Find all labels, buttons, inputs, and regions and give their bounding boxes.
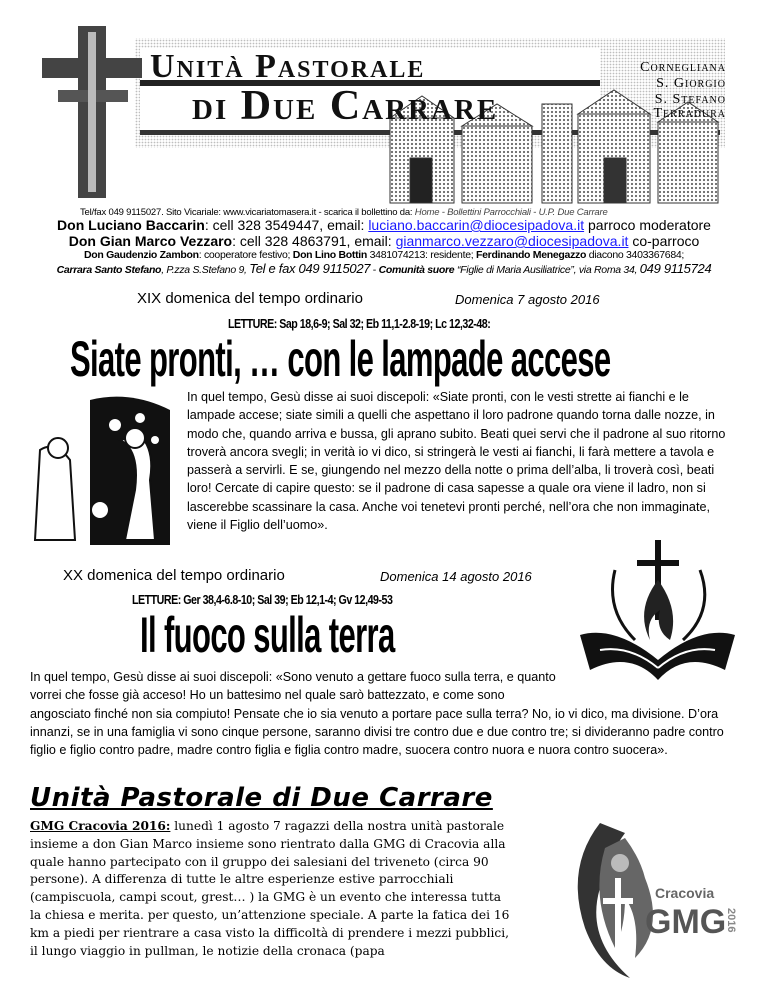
article-lead: GMG Cracovia 2016:	[30, 819, 171, 833]
contact-prefix: Tel/fax 049 9115027. Sito Vicariale: www.vicariatomasera.it - scarica il bollettino da:	[80, 207, 415, 218]
clergy-name: Don Gaudenzio Zambon	[83, 249, 199, 261]
priest-role: parroco moderatore	[584, 217, 711, 233]
gmg-logo-city: Cracovia	[655, 885, 715, 901]
priest-email-link[interactable]: gianmarco.vezzaro@diocesipadova.it	[395, 233, 629, 249]
gmg-logo-name: GMG	[645, 903, 727, 941]
sunday-name: XIX domenica del tempo ordinario	[137, 290, 363, 307]
clergy-name: Don Lino Bottin	[292, 249, 368, 261]
header-title-line2: di Due Carrare	[192, 83, 499, 129]
parish-address: , P.zza S.Stefano 9,	[161, 264, 250, 276]
headline: Il fuoco sulla terra	[140, 607, 395, 663]
clergy-line	[0, 249, 768, 261]
clergy-role: diacono 3403367684;	[586, 249, 685, 261]
priest-contact	[0, 233, 768, 249]
gospel-text: In quel tempo, Gesù disse ai suoi discepoli: «Siate pronti, con le vesti strette ai fianchi e le lampade accese; siate simili a quelli che aspettano il loro padrone quando torna dalle nozze, in modo che, quando arriva e bussa, gli aprano subito. Beati quei servi che il padrone al suo ritorno troverà ancora svegli; in verità io vi dico, si stringerà le vesti ai fianchi, li farà mettere a tavola e passerà a servirli. E se, giungendo nel mezzo della notte o prima dell’alba, li troverà così, beati loro! Cercate di capire questo: se il padrone di casa sapesse a quale ora viene il ladro, non si lascerebbe scassinare la casa. Anche voi tenetevi pronti perché, nell’ora che non immaginate, viene il Figlio dell’uomo».	[187, 390, 726, 533]
priest-phone: : cell 328 4863791, email:	[232, 233, 396, 249]
gmg-logo-year: 2016	[725, 908, 737, 933]
cross-icon	[42, 26, 142, 198]
headline: Siate pronti, … con le lampade accese	[70, 331, 611, 387]
priest-name: Don Gian Marco Vezzaro	[68, 233, 233, 249]
sunday-name: XX domenica del tempo ordinario	[63, 567, 285, 584]
priest-contact	[0, 217, 768, 233]
separator: -	[370, 264, 379, 276]
readings-line: LETTURE: Sap 18,6-9; Sal 32; Eb 11,1-2.8-19; Lc 12,32-48:	[228, 316, 491, 331]
parish-name: Terradura	[653, 106, 726, 121]
clergy-name: Ferdinando Menegazzo	[476, 249, 587, 261]
parish-address-name: Carrara Santo Stefano	[56, 264, 162, 276]
priest-phone: : cell 328 3549447, email:	[204, 217, 369, 233]
gospel-text: In quel tempo, Gesù disse ai suoi discepoli: «Sono venuto a gettare fuoco sulla terra, e quanto vorrei che fosse già acceso! Ho un battesimo nel quale sarò battezzato, e come sono angosciato finché non sia compiuto! Pensate che io sia venuto a portare pace sulla terra? No, io vi dico, ma divisione. D’ora innanzi, se in una famiglia vi sono cinque persone, saranno divisi tre contro due e due contro tre; si divideranno padre contro figlio e figlio contro padre, madre contro figlia e figlia contro madre, suocera contro nuora e nuora contro suocera».	[30, 670, 724, 758]
section-title: Unità Pastorale di Due Carrare	[30, 783, 493, 813]
sunday-date: Domenica 7 agosto 2016	[455, 292, 600, 307]
clergy-role: 3481074213: residente;	[367, 249, 476, 261]
sisters-phone: 049 9115724	[639, 261, 712, 276]
sisters-address: “Figlie di Maria Ausiliatrice”, via Roma 34,	[454, 264, 640, 276]
gospel-text-block	[30, 668, 742, 759]
parish-name: Cornegliana	[640, 60, 726, 75]
parish-name: S. Stefano	[654, 92, 726, 107]
readings-line: LETTURE: Ger 38,4-6.8-10; Sal 39; Eb 12,1-4; Gv 12,49-53	[132, 592, 393, 607]
bulletin-path: Home - Bollettini Parrocchiali - U.P. Due Carrare	[414, 207, 608, 218]
news-article	[30, 818, 512, 960]
sunday-date: Domenica 14 agosto 2016	[380, 569, 532, 584]
sisters-community: Comunità suore	[378, 264, 455, 276]
header-title-line1: Unità Pastorale	[150, 48, 426, 85]
clergy-role: : cooperatore festivo;	[198, 249, 293, 261]
gmg-logo-icon	[545, 808, 745, 988]
address-line	[0, 261, 768, 276]
priest-name: Don Luciano Baccarin	[57, 217, 205, 233]
parish-phone: Tel e fax 049 9115027	[249, 261, 371, 276]
priest-email-link[interactable]: luciano.baccarin@diocesipadova.it	[368, 217, 585, 233]
parish-name: S. Giorgio	[656, 76, 726, 91]
article-body: lunedì 1 agosto 7 ragazzi della nostra unità pastorale insieme a don Gian Marco insieme sono rientrato dalla GMG di Cracovia alla quale hanno partecipato con il gruppo dei salesiani del triveneto (circa 90 persone). A differenza di tutte le altre esperienze estive parrocchiali (campiscuola, campi scout, grest… ) la GMG è un evento che interessa tutta la chiesa e merita. per questo, un’attenzione speciale. A parte la fatica dei 16 km a piedi per rientrare a casa visto la difficoltà di prendere i mezzi pubblici, il lungo viaggio in pullman, le notizie della cronaca (papa	[30, 819, 510, 958]
lamp-illustration	[30, 390, 180, 550]
priest-role: co-parroco	[628, 233, 700, 249]
